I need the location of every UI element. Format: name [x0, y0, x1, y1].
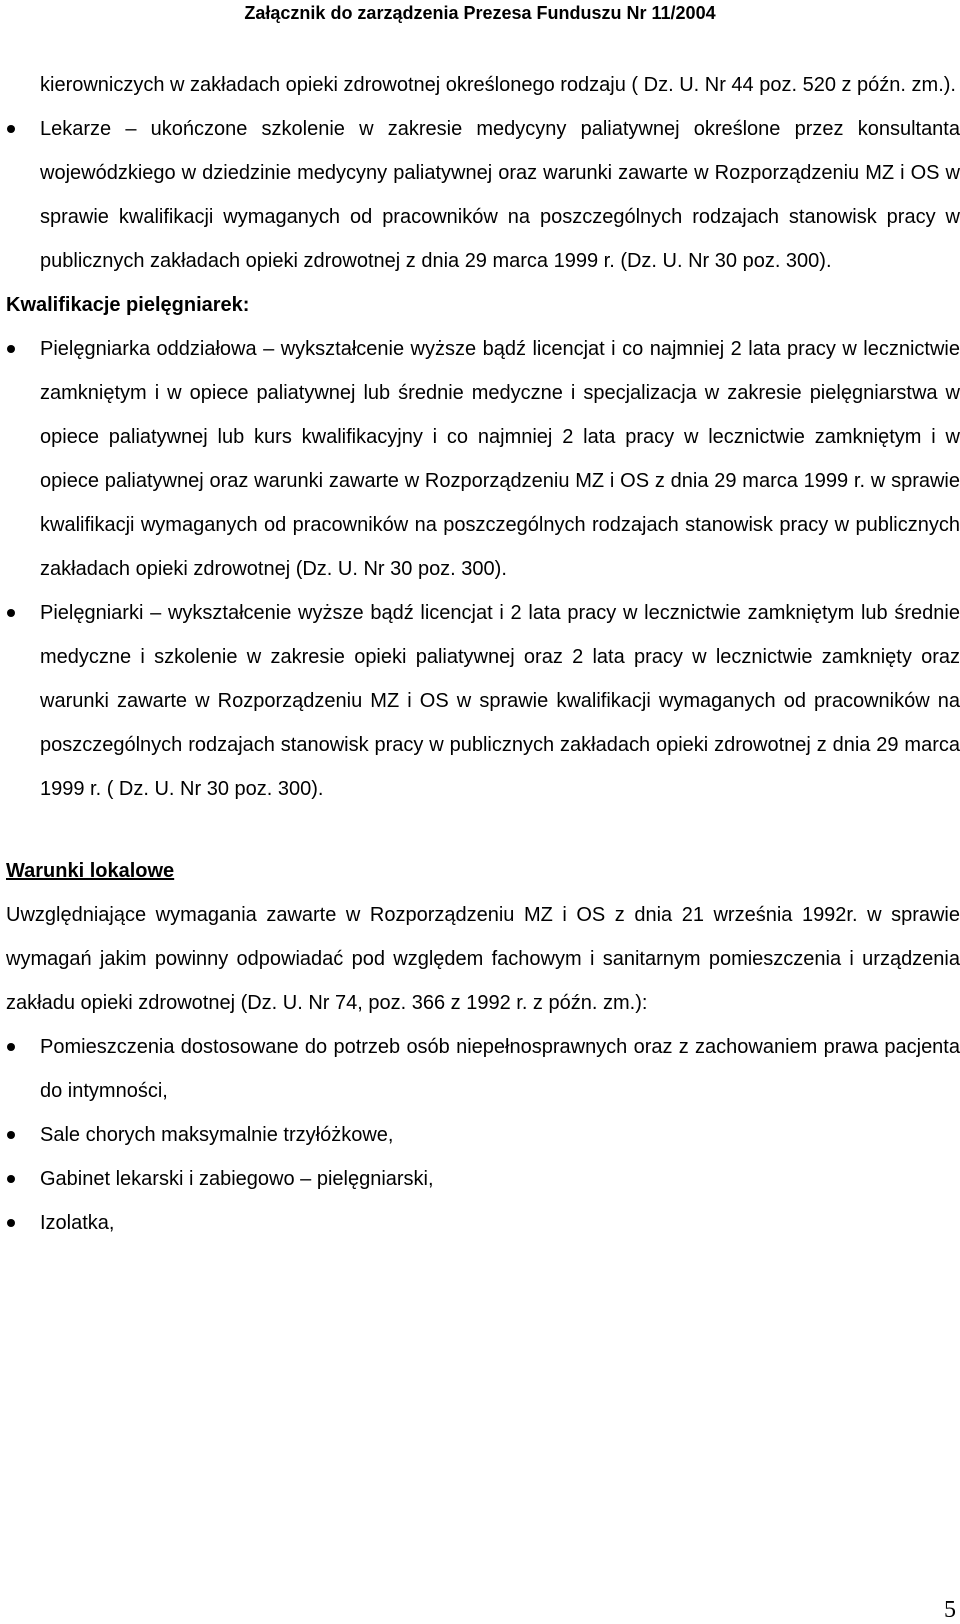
list-item: Pielęgniarki – wykształcenie wyższe bądź licencjat i 2 lata pracy w lecznictwie zamkniętym lub średnie medyczne i szkolenie w zakresie opieki paliatywnej oraz 2 lata pracy w lecznictwie zamknięty oraz warunki zawarte w Rozporządzeniu MZ i OS w sprawie kwalifikacji wymaganych od pracowników na poszczególnych rodzajach stanowisk pracy w publicznych zakładach opieki zdrowotnej z dnia 29 marca 1999 r. ( Dz. U. Nr 30 poz. 300). [6, 591, 960, 811]
doctor-qualifications-list [6, 107, 960, 283]
page-number: 5 [944, 1597, 956, 1623]
list-item: Gabinet lekarski i zabiegowo – pielęgniarski, [6, 1157, 960, 1201]
list-item: Pielęgniarka oddziałowa – wykształcenie wyższe bądź licencjat i co najmniej 2 lata pracy w lecznictwie zamkniętym i w opiece paliatywnej lub średnie medyczne i specjalizacja w zakresie pielęgniarstwa w opiece paliatywnej lub kurs kwalifikacyjny i co najmniej 2 lata pracy w lecznictwie zamkniętym i w opiece paliatywnej oraz warunki zawarte w Rozporządzeniu MZ i OS z dnia 29 marca 1999 r. w sprawie kwalifikacji wymaganych od pracowników na poszczególnych rodzajach stanowisk pracy w publicznych zakładach opieki zdrowotnej (Dz. U. Nr 30 poz. 300). [6, 327, 960, 591]
list-item: Sale chorych maksymalnie trzyłóżkowe, [6, 1113, 960, 1157]
list-item: Lekarze – ukończone szkolenie w zakresie medycyny paliatywnej określone przez konsultanta wojewódzkiego w dziedzinie medycyny paliatywnej oraz warunki zawarte w Rozporządzeniu MZ i OS w sprawie kwalifikacji wymaganych od pracowników na poszczególnych rodzajach stanowisk pracy w publicznych zakładach opieki zdrowotnej z dnia 29 marca 1999 r. (Dz. U. Nr 30 poz. 300). [6, 107, 960, 283]
list-item: Izolatka, [6, 1201, 960, 1245]
local-conditions-heading: Warunki lokalowe [6, 860, 175, 882]
nurses-heading: Kwalifikacje pielęgniarek: [6, 294, 250, 316]
section-spacer [6, 811, 960, 849]
nurse-qualifications-list [6, 327, 960, 811]
document-body [6, 63, 960, 1245]
document-header: Załącznik do zarządzenia Prezesa Funduszu Nr 11/2004 [244, 3, 716, 23]
local-conditions-list [6, 1025, 960, 1245]
intro-continuation-block [40, 63, 960, 107]
list-item: Pomieszczenia dostosowane do potrzeb osób niepełnosprawnych oraz z zachowaniem prawa pacjenta do intymności, [6, 1025, 960, 1113]
local-conditions-intro: Uwzględniające wymagania zawarte w Rozporządzeniu MZ i OS z dnia 21 września 1992r. w sprawie wymagań jakim powinny odpowiadać pod względem fachowym i sanitarnym pomieszczenia i urządzenia zakładu opieki zdrowotnej (Dz. U. Nr 74, poz. 366 z 1992 r. z późn. zm.): [6, 904, 960, 1014]
intro-continuation-text: kierowniczych w zakładach opieki zdrowotnej określonego rodzaju ( Dz. U. Nr 44 poz. 520 z późn. zm.). [40, 74, 956, 96]
